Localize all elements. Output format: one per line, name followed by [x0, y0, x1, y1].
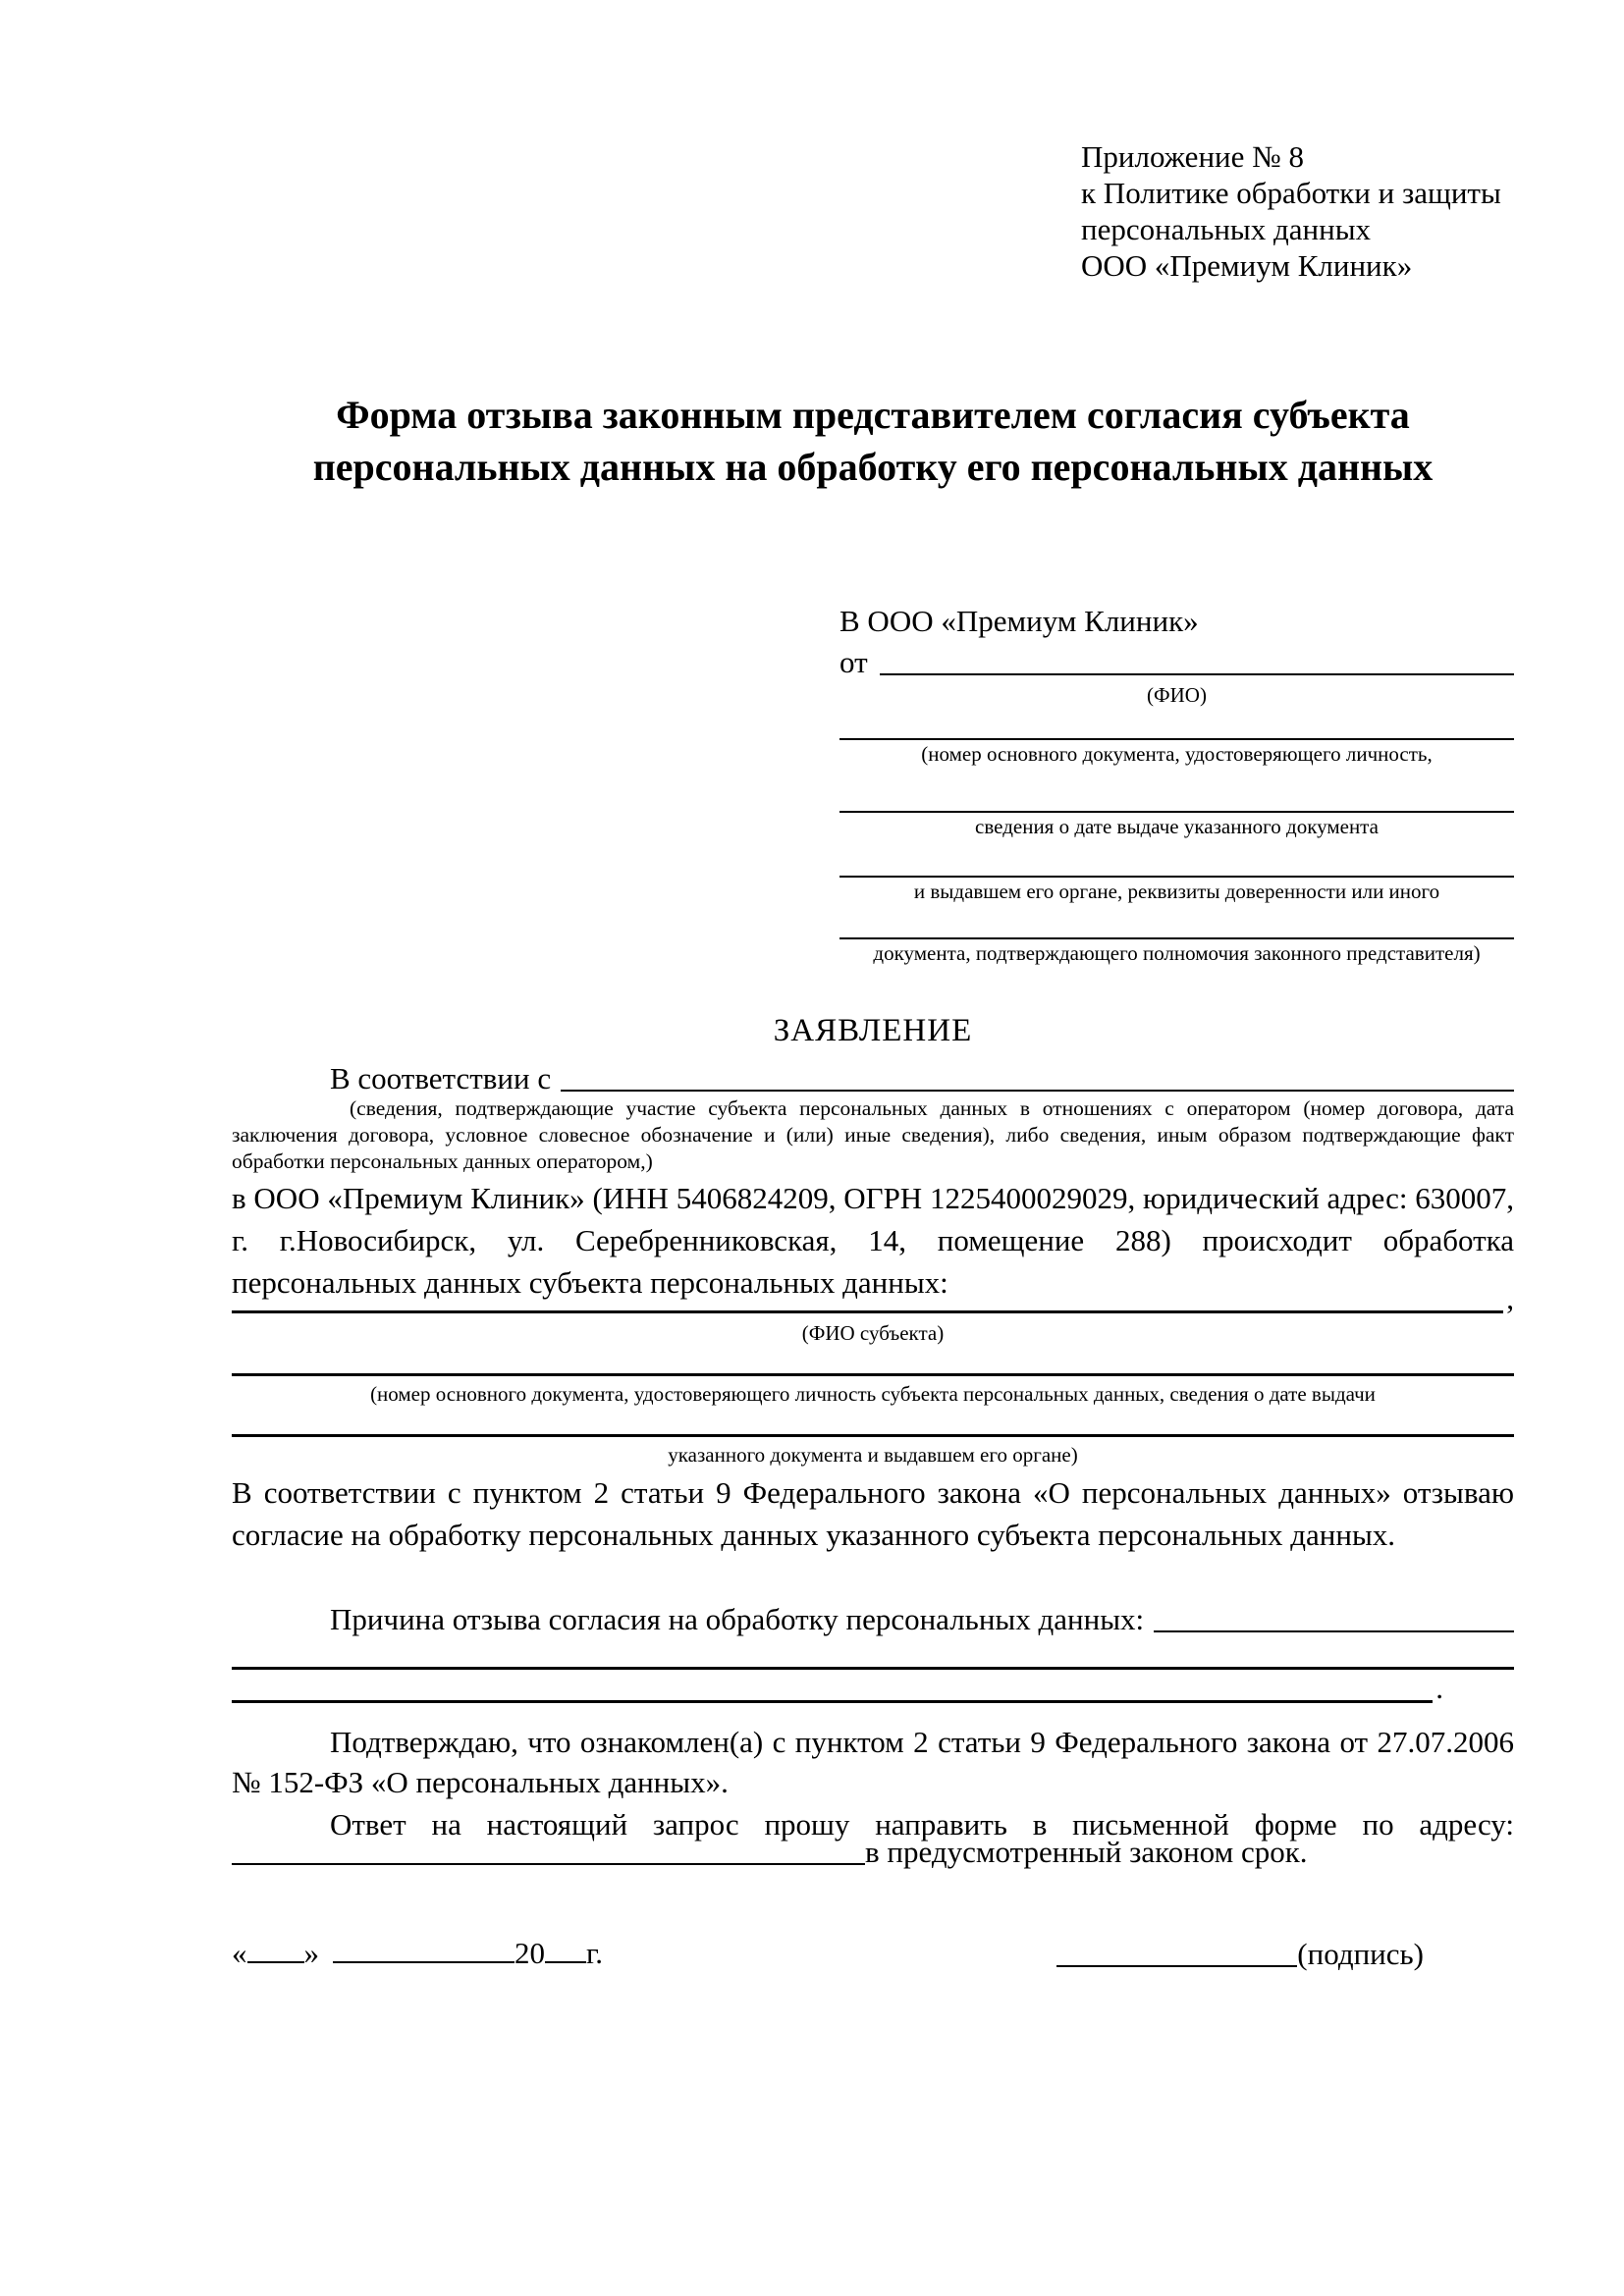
document-title — [232, 389, 1514, 493]
addressee-block — [839, 601, 1514, 967]
appendix-line: ООО «Премиум Клиник» — [1081, 248, 1413, 283]
subject-doc-caption-1: (номер основного документа, удостоверяющего личность субъекта персональных данных, сведения о дате выдачи — [370, 1382, 1376, 1406]
representative-doc-blank-line-3 — [839, 840, 1514, 878]
subject-doc-blank-line-1 — [232, 1345, 1514, 1376]
signature-caption: (подпись) — [1297, 1937, 1424, 1971]
reason-label: Причина отзыва согласия на обработку персональных данных: — [330, 1602, 1145, 1636]
year-blank-line — [545, 1960, 586, 1963]
title-line: персональных данных на обработку его персональных данных — [312, 445, 1434, 489]
fio-caption: (ФИО) — [1147, 683, 1207, 707]
appendix-line: персональных данных — [1081, 212, 1372, 246]
footer-row — [232, 1930, 1514, 1971]
appendix-line: к Политике обработки и защиты — [1081, 176, 1501, 210]
blank-lines-period: . — [1435, 1671, 1443, 1705]
doc-caption-1: (номер основного документа, удостоверяющего личность, — [921, 742, 1433, 766]
year-suffix: г. — [586, 1936, 603, 1970]
subject-fio-row — [232, 1281, 1514, 1313]
intro-caption: (сведения, подтверждающие участие субъекта персональных данных в отношениях с оператором (номер договора, дата заключения договора, условное словесное обозначение и (или) иные сведения), либо сведения, иным образом подтверждающие факт обработки персональных данных оператором,) — [232, 1096, 1514, 1173]
subject-fio-blank-line — [232, 1310, 1503, 1313]
intro-row — [232, 1058, 1514, 1097]
reason-write-line-2-row — [232, 1671, 1514, 1705]
doc-caption-4: документа, подтверждающего полномочия законного представителя) — [873, 941, 1481, 965]
day-blank-line — [247, 1960, 304, 1963]
appendix-block — [1081, 138, 1501, 284]
intro-prefix: В соответствии с — [330, 1061, 552, 1095]
withdraw-paragraph: В соответствии с пунктом 2 статьи 9 Федерального закона «О персональных данных» отзываю согласие на обработку персональных данных указанного субъекта персональных данных. — [232, 1475, 1514, 1552]
intro-blank-line — [561, 1090, 1514, 1092]
representative-doc-blank-line-2 — [839, 768, 1514, 813]
subject-fio-caption: (ФИО субъекта) — [801, 1321, 945, 1345]
reason-write-line-2 — [232, 1700, 1433, 1703]
appendix-line: Приложение № 8 — [1081, 139, 1304, 174]
from-label: от — [839, 645, 868, 679]
subject-doc-caption-2: указанного документа и выдавшем его органе) — [668, 1443, 1078, 1467]
addressee-org: В ООО «Премиум Клиник» — [839, 604, 1199, 638]
month-blank-line — [333, 1960, 514, 1963]
title-line: Форма отзыва законным представителем согласия субъекта — [336, 393, 1410, 437]
doc-caption-3: и выдавшем его органе, реквизиты доверенности или иного — [913, 880, 1440, 903]
day-quote-open: « — [232, 1936, 247, 1970]
confirm-paragraph: Подтверждаю, что ознакомлен(а) с пунктом 2 статьи 9 Федерального закона от 27.07.2006 № 152-ФЗ «О персональных данных». — [232, 1725, 1514, 1799]
subject-line-comma: , — [1506, 1281, 1514, 1315]
date-field — [232, 1936, 603, 1971]
day-quote-close: » — [303, 1936, 319, 1970]
reason-write-line-1 — [232, 1638, 1514, 1670]
reply-request: Ответ на настоящий запрос прошу направить в письменной форме по адресу: — [330, 1807, 1514, 1842]
signature-field — [1056, 1938, 1424, 1971]
reason-blank-line — [1154, 1630, 1514, 1632]
representative-fio-blank-line — [880, 673, 1514, 675]
operator-paragraph: в ООО «Премиум Клиник» (ИНН 5406824209, ОГРН 1225400029029, юридический адрес: 630007, г. г.Новосибирск, ул. Серебренниковская, 14, помещение 288) происходит обработка персональных данных субъекта персональных данных: — [232, 1181, 1514, 1300]
reply-suffix: в предусмотренный законом срок. — [865, 1835, 1308, 1869]
from-row — [839, 642, 1514, 681]
year-prefix: 20 — [514, 1936, 545, 1970]
reply-address-blank-line — [232, 1863, 865, 1865]
representative-doc-blank-line-4 — [839, 905, 1514, 939]
signature-blank-line — [1056, 1964, 1297, 1967]
subject-doc-blank-line-2 — [232, 1406, 1514, 1437]
reply-address-row — [232, 1835, 1514, 1869]
doc-caption-2: сведения о дате выдаче указанного документа — [975, 815, 1379, 838]
reason-row — [232, 1599, 1514, 1638]
statement-heading: ЗАЯВЛЕНИЕ — [773, 1013, 973, 1048]
representative-doc-blank-line-1 — [839, 709, 1514, 740]
